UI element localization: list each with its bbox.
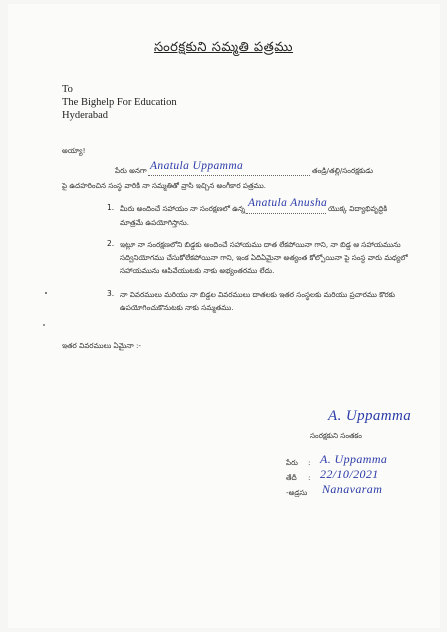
item-1-line-2: మాత్రమే ఉపయోగిస్తాను.: [120, 218, 189, 227]
letter-title: సంరక్షకుని సమ్మతి పత్రము: [153, 40, 294, 55]
margin-speck: [45, 292, 47, 294]
recipient-org: The Bighelp For Education: [62, 97, 177, 108]
item-1-line-1-prefix: మీరు అందించే సహాయం నా సంరక్షణలో ఉన్న: [120, 204, 246, 213]
address-label: -అడ్రసు: [286, 488, 308, 497]
intro-suffix: తండ్రి/తల్లి/సంరక్షకుడు: [312, 166, 374, 175]
student-name: Anatula Anusha: [248, 197, 328, 209]
signature-label: సంరక్షకుని సంతకం: [310, 431, 362, 440]
item-2-line-2: సద్వినియోగము చేసుకోలేకపోయినా గాని, ఇంక ఏదిఏమైనా అత్యంత కోల్పోయినా పై సంస్థ వారు మధ్యలో: [120, 253, 408, 262]
date-value: 22/10/2021: [320, 467, 379, 481]
recipient-city: Hyderabad: [62, 110, 109, 121]
margin-speck: [43, 324, 45, 326]
guardian-name-line: [148, 175, 310, 176]
guardian-signature: A. Uppamma: [328, 408, 412, 424]
greeting: అయ్యా!: [62, 146, 86, 155]
intro-line-2: పై ఉదహరించిన సంస్థ వారికి నా సమ్మతితో వ్రాసి ఇచ్చిన అంగీకార పత్రము.: [62, 181, 266, 190]
to-label: To: [62, 84, 73, 95]
name-value: A. Uppamma: [320, 452, 388, 466]
address-value: Nanavaram: [322, 482, 383, 496]
name-colon: :: [308, 458, 311, 467]
other-details-label: ఇతర వివరములు ఏమైనా :-: [62, 341, 142, 350]
intro-prefix: పేరు అనగా: [115, 166, 147, 175]
student-name-line: [246, 213, 326, 214]
item-1-line-1-suffix: యొక్క విద్యాభివృద్ధికి: [328, 204, 388, 213]
name-label: పేరు: [286, 458, 298, 467]
guardian-name: Anatula Uppamma: [150, 160, 244, 172]
item-2-line-1: ఇట్లూ నా సంరక్షణలోని బిడ్డకు అందించే సహాయము దాత లేకపోయినా గాని, నా బిడ్డ ఆ సహాయమును: [120, 240, 401, 249]
item-3-number: 3.: [107, 289, 115, 298]
item-2-number: 2.: [107, 239, 115, 248]
date-label: తేదీ: [286, 473, 297, 482]
date-colon: :: [308, 473, 311, 482]
item-1-number: 1.: [107, 203, 115, 212]
item-3-line-1: నా వివరములు మరియు నా బిడ్డల వివరములు దాతలకు ఇతర సంస్థలకు మరియు ప్రచారము కొరకు: [120, 290, 395, 299]
item-3-line-2: ఉపయోగించుకొనుటకు నాకు సమ్మతము.: [120, 303, 234, 312]
item-2-line-3: సహాయమును ఆపివేయుటకు నాకు అభ్యంతరము లేదు.: [120, 266, 275, 275]
